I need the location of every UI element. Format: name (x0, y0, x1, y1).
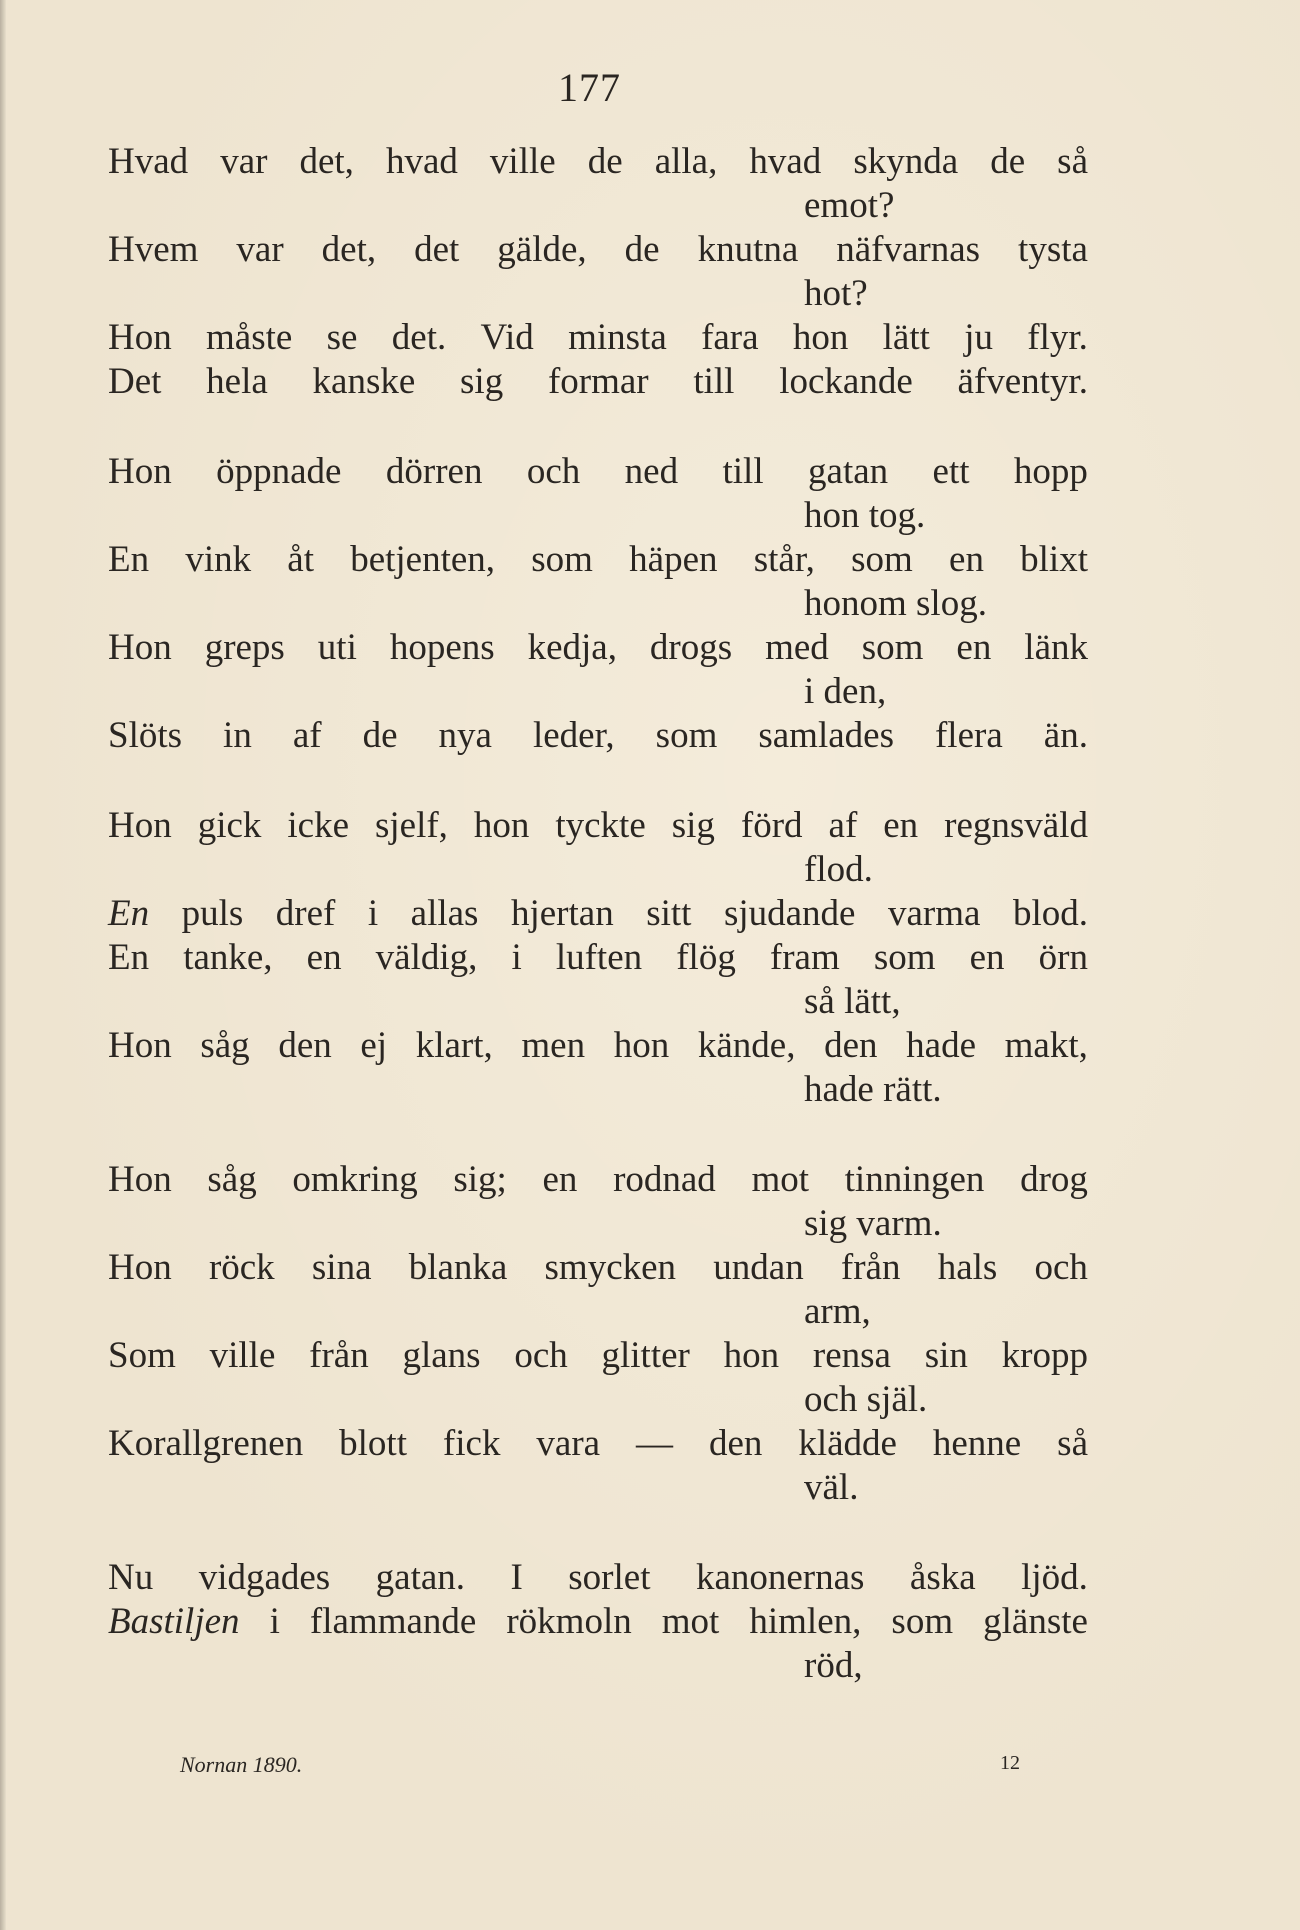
verse-line-continuation: i den, (804, 671, 887, 712)
verse-line-continuation: väl. (804, 1467, 859, 1508)
verse-line: Som ville från glans och glitter hon rensa sin kropp (108, 1335, 1088, 1376)
page-number: 177 (558, 65, 621, 110)
stanza (108, 450, 1088, 758)
verse-line: Korallgrenen blott fick vara — den klädde henne så (108, 1423, 1088, 1464)
verse-line-continuation: flod. (804, 849, 873, 890)
verse-line: Hon greps uti hopens kedja, drogs med som en länk (108, 627, 1088, 668)
page-edge (0, 0, 6, 1930)
verse-line-continuation: och själ. (804, 1379, 928, 1420)
verse-line-continuation: sig varm. (804, 1203, 942, 1244)
stanza (108, 140, 1088, 404)
verse-line: En puls dref i allas hjertan sitt sjudande varma blod. (108, 893, 1088, 934)
verse-line: Bastiljen i flammande rökmoln mot himlen, som glänste (108, 1601, 1088, 1642)
verse-line-continuation: så lätt, (804, 981, 901, 1022)
verse-line-continuation: hade rätt. (804, 1069, 942, 1110)
verse-line-continuation: hon tog. (804, 495, 926, 536)
verse-line: Hon måste se det. Vid minsta fara hon lätt ju flyr. (108, 317, 1088, 358)
stanza (108, 1556, 1088, 1688)
verse-line: Det hela kanske sig formar till lockande äfventyr. (108, 361, 1088, 402)
verse-line: Nu vidgades gatan. I sorlet kanonernas åska ljöd. (108, 1557, 1088, 1598)
verse-line-continuation: emot? (804, 185, 895, 226)
verse-line: Hon gick icke sjelf, hon tyckte sig förd af en regnsväld (108, 805, 1088, 846)
poem (108, 140, 1088, 1734)
verse-line: Hon öppnade dörren och ned till gatan ett hopp (108, 451, 1088, 492)
verse-line: Hvad var det, hvad ville de alla, hvad skynda de så (108, 141, 1088, 182)
stanza (108, 1158, 1088, 1510)
footer-sheet-number: 12 (1000, 1752, 1020, 1774)
verse-line: Hon såg den ej klart, men hon kände, den hade makt, (108, 1025, 1088, 1066)
verse-line-continuation: röd, (804, 1645, 863, 1686)
verse-line: Hon röck sina blanka smycken undan från hals och (108, 1247, 1088, 1288)
footer-signature: Nornan 1890. (180, 1752, 303, 1777)
verse-line: Hon såg omkring sig; en rodnad mot tinningen drog (108, 1159, 1088, 1200)
verse-line: Hvem var det, det gälde, de knutna näfvarnas tysta (108, 229, 1088, 270)
stanza (108, 804, 1088, 1112)
verse-line: En vink åt betjenten, som häpen står, som en blixt (108, 539, 1088, 580)
verse-line-continuation: hot? (804, 273, 868, 314)
verse-line: En tanke, en väldig, i luften flög fram som en örn (108, 937, 1088, 978)
verse-line: Slöts in af de nya leder, som samlades flera än. (108, 715, 1088, 756)
verse-line-continuation: arm, (804, 1291, 871, 1332)
verse-line-continuation: honom slog. (804, 583, 987, 624)
